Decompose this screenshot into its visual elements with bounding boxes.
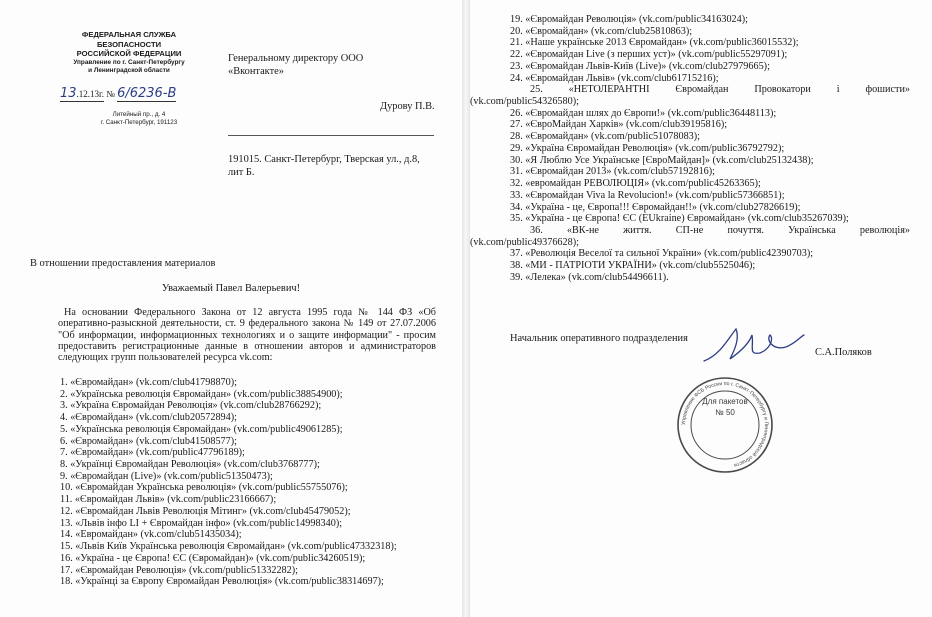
group-list-item-wrapped [470, 84, 910, 108]
outgoing-day: 13 [60, 86, 77, 101]
recipient-block [228, 52, 448, 78]
group-list-item: 35. «Україна - це Європа! ЄС (EUkraine) Євромайдан» (vk.com/club35267039); [510, 213, 849, 225]
letter-body: На основании Федерального Закона от 12 августа 1995 года № 144 ФЗ «Об оперативно-разыскной деятельности, ст. 9 федерального закона № 149 от 27.07.2006 "Об информации, информационных технологиях и о защите информации" - просим предоставить регистрационные данные в отношении авторов и администраторов следующих групп пользователей ресурса vk.com: [58, 307, 436, 364]
stamp-seal-icon [675, 375, 775, 475]
agency-region: и Ленинградской области [88, 66, 170, 74]
group-list-item: 11. «Євромайдан Львів» (vk.com/public23166667); [60, 494, 277, 506]
group-list-item-continuation: (vk.com/public54326580); [470, 96, 579, 108]
number-label: № [106, 89, 115, 99]
outgoing-reference: 6/6236-В [117, 86, 177, 101]
letter-page-right [470, 0, 932, 617]
group-list-item: 6. «Євромайдан» (vk.com/club41508577); [60, 435, 237, 447]
group-list-item: 24. «Євромайдан Львів» (vk.com/club61715216); [510, 72, 719, 84]
letter-greeting: Уважаемый Павел Валерьевич! [161, 283, 301, 294]
group-list-item: 16. «Україна - це Європа! ЄС (Євромайдан)» (vk.com/public34260519); [60, 552, 366, 564]
group-list-item: 28. «Євромайдан» (vk.com/public51078083); [510, 131, 700, 143]
group-list-item: 10. «Євромайдан Українська революція» (vk.com/public55755076); [60, 482, 348, 494]
agency-header [58, 30, 200, 75]
group-list-item: 39. «Лелека» (vk.com/club54496611). [510, 271, 669, 283]
group-list-item: 20. «Євромайдан» (vk.com/club25810863); [510, 25, 693, 37]
group-list-item: 32. «евромайдан РЕВОЛЮЦІЯ» (vk.com/public45263365); [510, 178, 761, 190]
group-list-item: 8. «Українці Євромайдан Революція» (vk.com/club3768777); [60, 459, 320, 471]
group-list-item: 5. «Українська революція Євромайдан» (vk.com/public49061285); [60, 423, 343, 435]
agency-address [84, 111, 194, 127]
letter-subject: В отношении предоставления материалов [30, 258, 216, 269]
group-list-item: 31. «Євромайдан 2013» (vk.com/club57192816); [510, 166, 715, 178]
stamp-ring-text: Управление ФСБ России по г. Санкт-Петербургу и Ленинградской области [680, 380, 770, 468]
group-list-item: 7. «Євромайдан» (vk.com/public47796189); [60, 447, 245, 459]
group-list-item: 9. «Євромайдан (Live)» (vk.com/public51350473); [60, 470, 273, 482]
signer-title: Начальник оперативного подразделения [510, 333, 688, 344]
agency-address-street: Литейный пр., д. 4 [112, 111, 166, 118]
group-list-item: 29. «Україна Євромайдан Революція» (vk.com/public36792792); [510, 142, 785, 154]
group-list-item: 2. «Українська революція Євромайдан» (vk.com/public38854900); [60, 388, 343, 400]
group-list-item: 14. «Евромайдан» (vk.com/club51435034); [60, 529, 242, 541]
group-list-item: 4. «Євромайдан» (vk.com/club20572894); [60, 412, 237, 424]
agency-line: РОССИЙСКОЙ ФЕДЕРАЦИИ [76, 49, 182, 59]
group-list-item-lead: 36. «ВК-не життя. СП-не почуття. Українська революція» [530, 224, 910, 236]
agency-line: ФЕДЕРАЛЬНАЯ СЛУЖБА [81, 30, 177, 39]
recipient-name: Дурову П.В. [380, 101, 435, 112]
group-list-item: 18. «Українці за Європу Євромайдан Революція» (vk.com/public38314697); [60, 576, 384, 588]
group-list-item: 1. «Євромайдан» (vk.com/club41798870); [60, 377, 237, 388]
agency-department: Управление по г. Санкт-Петербургу [73, 58, 185, 66]
group-list-left [60, 377, 450, 588]
recipient-company: «Вконтакте» [228, 66, 284, 77]
group-list-item: 34. «Україна - це, Європа!!! Євромайдан!!» (vk.com/club27826619); [510, 201, 801, 213]
recipient-address: 191015. Санкт-Петербург, Тверская ул., д.8, лит Б. [228, 154, 420, 179]
group-list-item: 19. «Євромайдан Революція» (vk.com/public34163024); [510, 14, 748, 25]
group-list-item: 27. «ЄвроМайдан Харків» (vk.com/club39195816); [510, 119, 728, 131]
group-list-item: 17. «Євромайдан Революція» (vk.com/public51332282); [60, 564, 298, 576]
group-list-item: 38. «МИ - ПАТРІОТИ УКРАЇНИ» (vk.com/club5525046); [510, 260, 756, 272]
group-list-item: 37. «Революція Веселої та сильної України» (vk.com/public42390703); [510, 248, 814, 260]
group-list-right [470, 14, 910, 284]
group-list-item: 15. «Львів Київ Українська революція Євромайдан» (vk.com/public47332318); [60, 541, 397, 553]
recipient-position: Генеральному директору ООО [228, 53, 364, 64]
agency-address-city: г. Санкт-Петербург, 191123 [100, 119, 178, 126]
group-list-item-wrapped [470, 224, 910, 248]
group-list-item: 23. «Євромайдан Львів-Київ (Live)» (vk.com/club27979665); [510, 60, 770, 72]
group-list-item: 3. «Україна Євромайдан Революція» (vk.com/club28766292); [60, 400, 322, 412]
group-list-item-lead: 25. «НЕТОЛЕРАНТНІ Євромайдан Провокатори і фошисти» [530, 84, 910, 96]
group-list-item: 33. «Євромайдан Viva la Revolucion!» (vk.com/public57366851); [510, 189, 785, 201]
outgoing-date: .12.13г. [76, 89, 104, 99]
agency-line: БЕЗОПАСНОСТИ [96, 39, 162, 49]
group-list-item: 30. «Я Люблю Усе Українське [ЄвроМайдан]» (vk.com/club25132438); [510, 154, 814, 166]
page-fold [462, 0, 470, 617]
group-list-item: 21. «Наше українське 2013 Євромайдан» (vk.com/public36015532); [510, 37, 799, 49]
group-list-item: 13. «Львів інфо LI + Євромайдан інфо» (vk.com/public14998340); [60, 517, 343, 529]
group-list-item: 22. «Євромайдан Live (з перших уст)» (vk.com/public55297091); [510, 49, 788, 61]
signer-name: С.А.Поляков [815, 347, 872, 358]
group-list-item: 26. «Євромайдан шлях до Європи!» (vk.com/public36448113); [510, 107, 777, 119]
signature-icon [700, 325, 820, 365]
letter-page-left [0, 0, 462, 617]
outgoing-number [60, 86, 210, 102]
group-list-item: 12. «Євромайдан Львів Революція Мітинг» (vk.com/club45479052); [60, 505, 351, 517]
group-list-item-continuation: (vk.com/public49376628); [470, 236, 579, 248]
stamp-label: Для пакетов № 50 [702, 397, 748, 417]
recipient-divider [228, 135, 434, 136]
